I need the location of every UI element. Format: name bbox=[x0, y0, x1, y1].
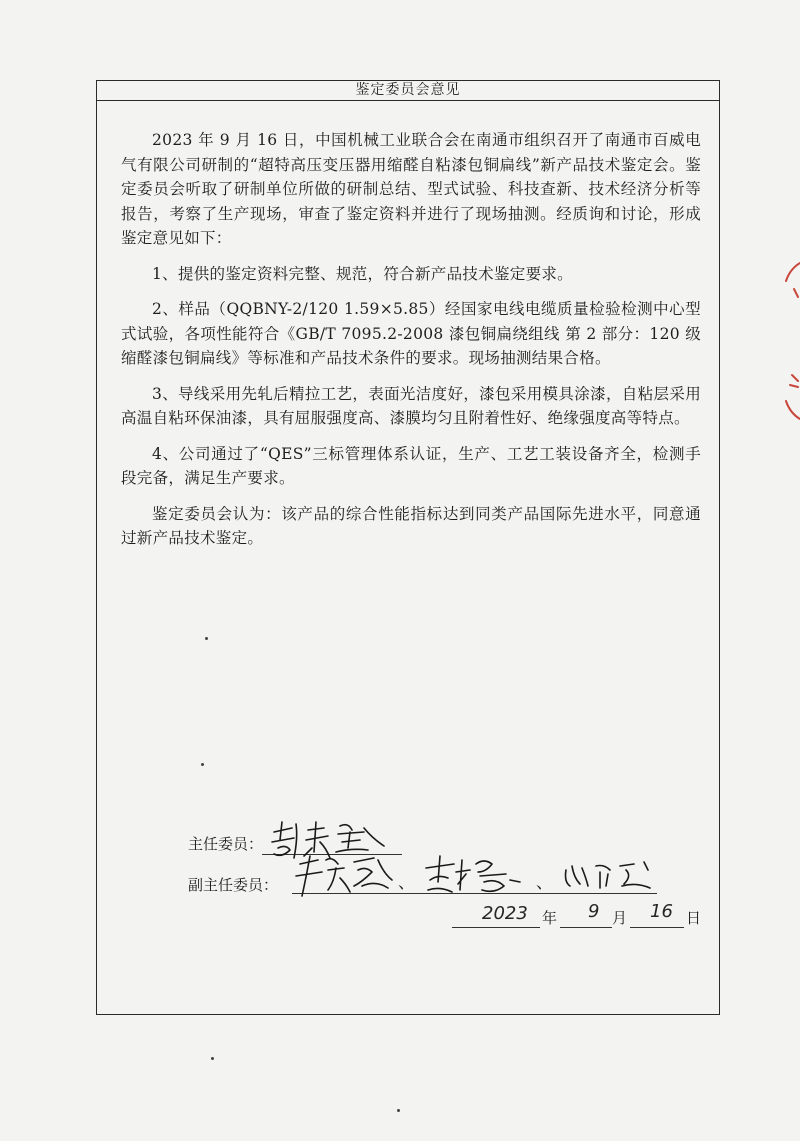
red-stamp-edge bbox=[784, 255, 800, 425]
paragraph-item-2: 2、样品（QQBNY-2/120 1.59×5.85）经国家电线电缆质量检验检测中心型式试验，各项性能符合《GB/T 7095.2-2008 漆包铜扁绕组线 第 2 部分：120 级缩醛漆包铜扁线》等标准和产品技术条件的要求。现场抽测结果合格。 bbox=[121, 300, 701, 367]
vice-chair-separator-1: 、 bbox=[398, 873, 415, 893]
scan-speck bbox=[201, 763, 204, 766]
vice-chair-separator-2: 、 bbox=[536, 873, 553, 893]
scan-speck bbox=[397, 1109, 400, 1112]
vice-chair-signature-2 bbox=[422, 850, 532, 900]
paragraph-intro: 2023 年 9 月 16 日，中国机械工业联合会在南通市组织召开了南通市百威电气有限公司研制的“超特高压变压器用缩醛自粘漆包铜扁线”新产品技术鉴定会。鉴定委员会听取了研制单位所做的研制总结、型式试验、科技查新、技术经济分析等报告，考察了生产现场，审查了鉴定资料并进行了现场抽测。经质询和讨论，形成鉴定意见如下： bbox=[121, 131, 701, 247]
paragraph-item-4: 4、公司通过了“QES”三标管理体系认证，生产、工艺工装设备齐全，检测手段完备，满足生产要求。 bbox=[121, 444, 701, 487]
vice-chair-label: 副主任委员： bbox=[188, 876, 279, 894]
date-day-handwritten: 16 bbox=[650, 901, 673, 922]
date-day-char: 日 bbox=[686, 909, 702, 927]
date-month-line bbox=[560, 927, 612, 928]
date-year-handwritten: 2023 bbox=[482, 903, 528, 924]
scan-speck bbox=[205, 637, 208, 640]
date-year-line bbox=[452, 927, 540, 928]
date-month-char: 月 bbox=[612, 909, 628, 927]
paragraph-item-1: 1、提供的鉴定资料完整、规范，符合新产品技术鉴定要求。 bbox=[152, 264, 573, 283]
vice-chair-signature-3 bbox=[560, 856, 660, 896]
date-year-char: 年 bbox=[542, 909, 558, 927]
date-day-line bbox=[630, 927, 684, 928]
paragraph-conclusion: 鉴定委员会认为：该产品的综合性能指标达到同类产品国际先进水平，同意通过新产品技术鉴定。 bbox=[121, 504, 701, 547]
chair-label: 主任委员： bbox=[188, 835, 264, 853]
opinion-body bbox=[121, 128, 701, 562]
vice-chair-signature-1 bbox=[292, 850, 402, 900]
form-header: 鉴定委员会意见 bbox=[97, 81, 719, 101]
date-month-handwritten: 9 bbox=[588, 901, 600, 922]
paragraph-item-3: 3、导线采用先轧后精拉工艺，表面光洁度好，漆包采用模具涂漆，自粘层采用高温自粘环保油漆，具有屈服强度高、漆膜均匀且附着性好、绝缘强度高等特点。 bbox=[121, 384, 701, 427]
scan-speck bbox=[211, 1057, 214, 1060]
